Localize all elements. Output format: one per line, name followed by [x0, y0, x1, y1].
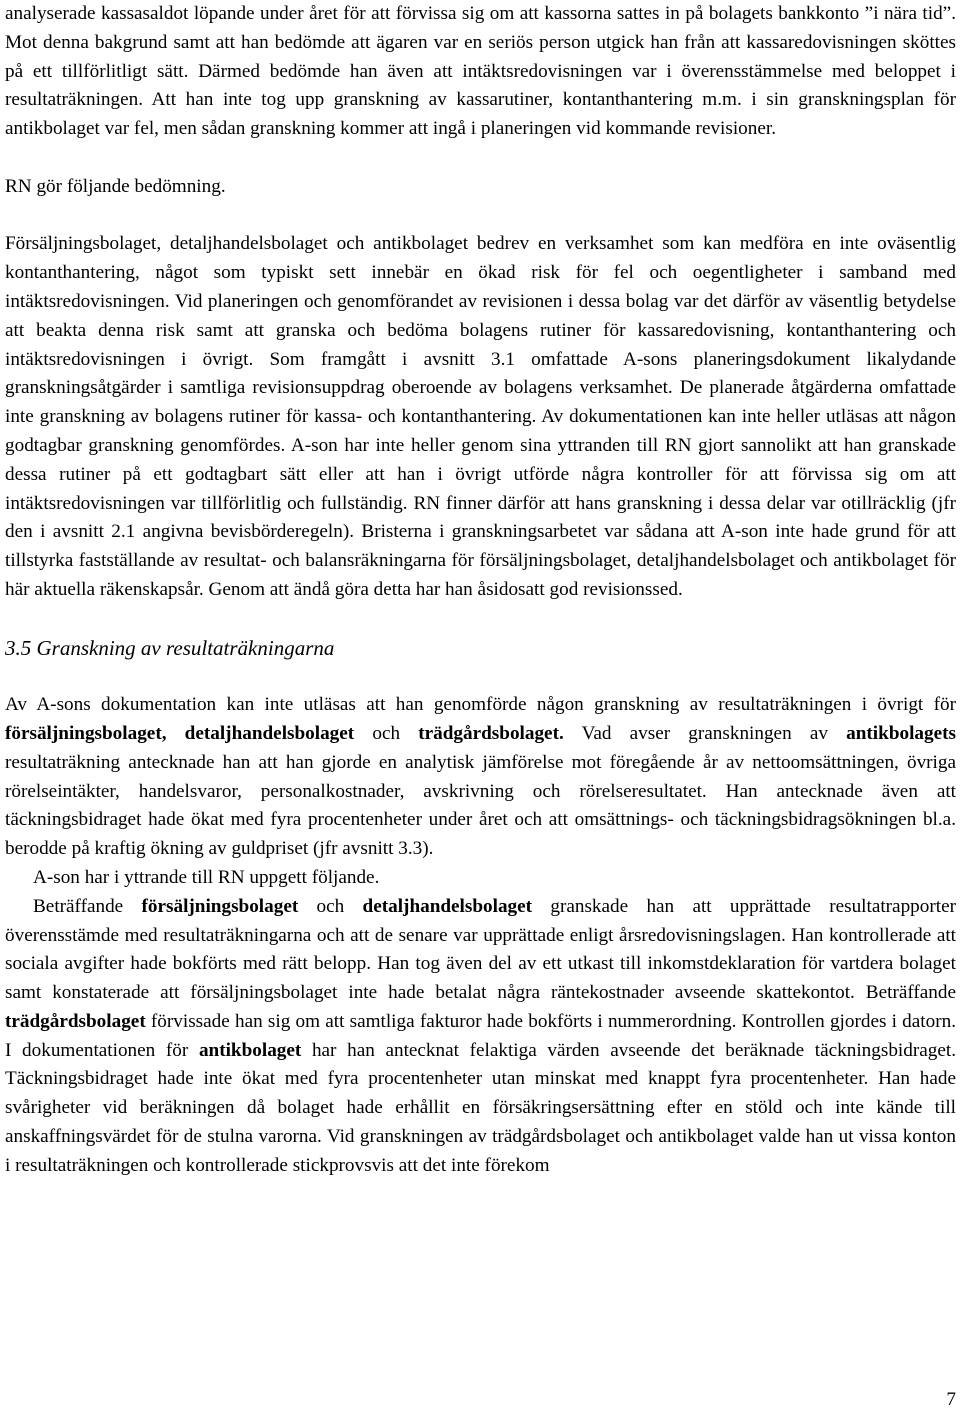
paragraph-rn-assessment-intro: RN gör följande bedömning.: [5, 175, 226, 197]
text-run: Beträffande: [33, 895, 142, 917]
paragraph-gap: [5, 202, 956, 231]
bold-company-name: antikbolaget: [198, 1039, 302, 1061]
bold-company-name: trädgårdsbolaget: [5, 1010, 146, 1032]
text-run: och: [298, 895, 363, 917]
document-page: [5, 0, 956, 1181]
paragraph-gap: [5, 605, 956, 634]
bold-company-names: försäljningsbolaget, detaljhandelsbolaget: [5, 722, 355, 744]
text-run: resultaträkning antecknade han att han gjorde en analytisk jämförelse mot föregående år av nettoomsättningen, övriga rörelseintäkter, handelsvaror, personalkostnader, avskrivning och rörelseresultatet. Han antecknade även att täckningsbidraget hade ökat med fyra procentenheter under året och att omsättnings- och täckningsbidragsökningen bl.a. berodde på kraftig ökning av guldpriset (jfr avsnitt 3.3).: [5, 751, 956, 860]
bold-company-name: försäljningsbolaget: [141, 895, 299, 917]
bold-company-name: trädgårdsbolaget.: [418, 722, 564, 744]
paragraph-gap: [5, 662, 956, 691]
bold-company-name: antikbolagets: [846, 722, 956, 744]
text-run: har han antecknat felaktiga värden avseende det beräknade täckningsbidraget. Täckningsbidraget hade inte ökat med fyra procentenheter utan minskat med knappt fyra procentenheter. Han hade svårigheter vid beräkningen då bolaget hade erhållit en försäkringsersättning efter en stöld och inte kände till anskaffningsvärdet för de stulna varorna. Vid granskningen av trädgårdsbolaget och antikbolaget valde han ut vissa konton i resultaträkningen och kontrollerade stickprovsvis att det inte förekom: [5, 1039, 956, 1176]
text-run: Vad avser granskningen av: [563, 722, 847, 744]
paragraph-gap: [5, 144, 956, 173]
text-run: granskade han att upprättade resultatrapporter överensstämde med resultaträkningarna och att de senare var upprättade enligt årsredovisningslagen. Han kontrollerade att sociala avgifter hade bokförts med rätt belopp. Han tog även del av ett utkast till inkomstdeklaration för vartdera bolaget samt konstaterade att försäljningsbolaget inte hade betalat några räntekostnader avseende skattekontot. Beträffande: [5, 895, 956, 1004]
paragraph-statement-intro: A-son har i yttrande till RN uppgett följande.: [33, 866, 380, 888]
paragraph-rn-assessment: Försäljningsbolaget, detaljhandelsbolaget och antikbolaget bedrev en verksamhet som kan medföra en inte oväsentlig kontanthantering, något som typiskt sett innebär en ökad risk för fel och oegentligheter i samband med intäktsredovisningen. Vid planeringen och genomförandet av revisionen i dessa bolag var det därför av väsentlig betydelse att beakta denna risk samt att granska och bedöma bolagens rutiner för kassaredovisning, kontanthantering och intäktsredovisningen i övrigt. Som framgått i avsnitt 3.1 omfattade A-sons planeringsdokument likalydande granskningsåtgärder i samtliga revisionsuppdrag oberoende av bolagens verksamhet. De planerade åtgärderna omfattade inte granskning av bolagens rutiner för kassa- och kontanthantering. Av dokumentationen kan inte heller utläsas att någon godtagbar granskning genomfördes. A-son har inte heller genom sina yttranden till RN gjort sannolikt att han granskade dessa rutiner på ett godtagbart sätt eller att han i övrigt utförde några kontroller för att förvissa sig om att intäktsredovisningen var tillförlitlig och fullständig. RN finner därför att hans granskning i dessa delar var otillräcklig (jfr den i avsnitt 2.1 angivna bevisbörderegeln). Bristerna i granskningsarbetet var sådana att A-son inte hade grund för att tillstyrka fastställande av resultat- och balansräkningarna för försäljningsbolaget, detaljhandelsbolaget och antikbolaget för här aktuella räkenskapsår. Genom att ändå göra detta har han åsidosatt god revisionssed.: [5, 233, 956, 600]
paragraph-statement: [5, 893, 956, 1181]
bold-company-name: detaljhandelsbolaget: [362, 895, 533, 917]
text-run: förvissade han sig om att samtliga fakturor hade bokförts i nummerordning. Kontrollen gjordes i datorn. I dokumentationen för: [5, 1010, 956, 1061]
paragraph-income-statement-review: [5, 691, 956, 864]
page-number: 7: [946, 1389, 956, 1410]
text-run: Av A-sons dokumentation kan inte utläsas att han genomförde någon granskning av resultaträkningen i övrigt för: [5, 694, 956, 716]
text-run: och: [354, 722, 419, 744]
section-heading: 3.5 Granskning av resultaträkningarna: [5, 635, 335, 660]
paragraph-cash-analysis: analyserade kassasaldot löpande under året för att förvissa sig om att kassorna sattes in på bolagets bankkonto ”i nära tid”. Mot denna bakgrund samt att han bedömde att ägaren var en seriös person utgick han från att kassaredovisningen sköttes på ett tillförlitligt sätt. Därmed bedömde han även att intäktsredovisningen var i överensstämmelse med beloppet i resultaträkningen. Att han inte tog upp granskning av kassarutiner, kontanthantering m.m. i sin granskningsplan för antikbolaget var fel, men sådan granskning kommer att ingå i planeringen vid kommande revisioner.: [5, 3, 956, 140]
